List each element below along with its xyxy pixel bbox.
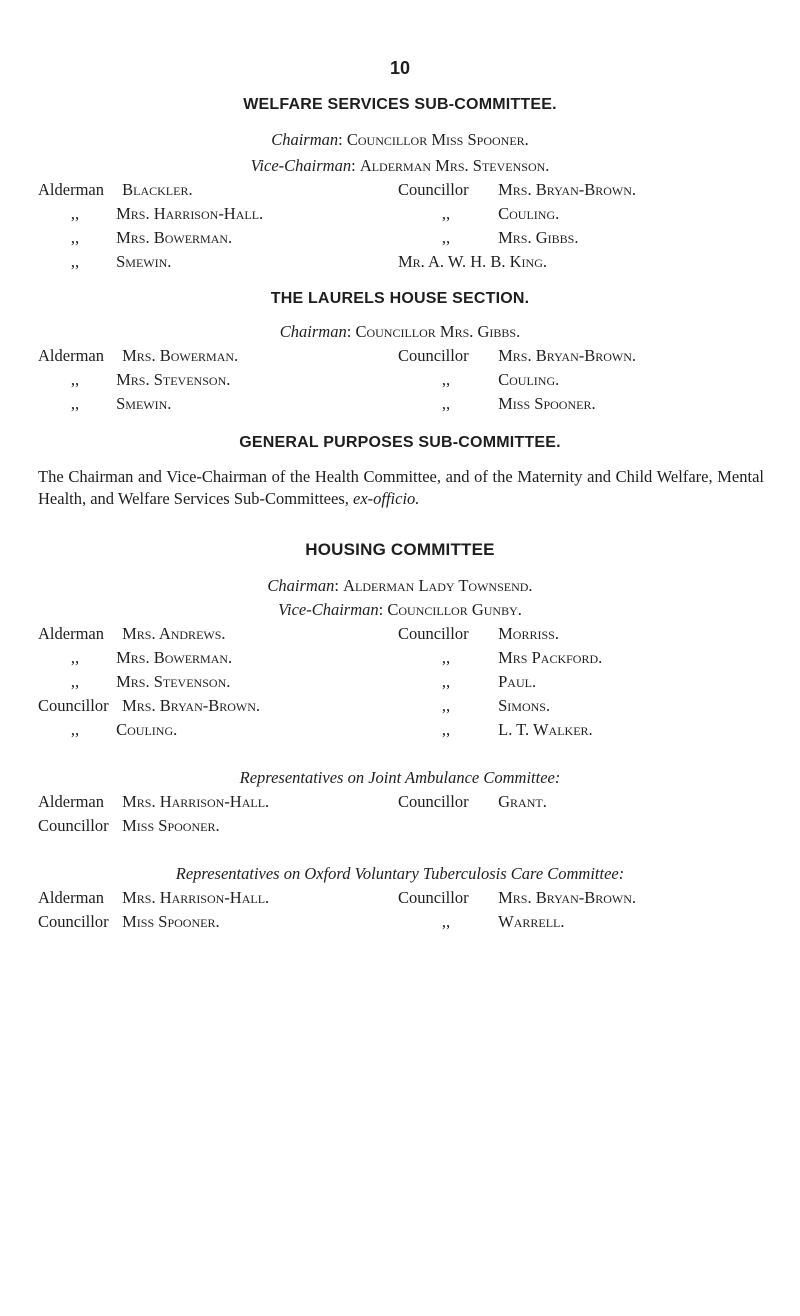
member-row: Councillor Mrs. Bryan-Brown. [398, 346, 637, 365]
member-row: ,, Smewin. [70, 394, 172, 413]
member-row: Councillor Grant. [398, 792, 547, 811]
chairman-label: Chairman [271, 130, 339, 149]
member-row: Councillor Mrs. Bryan-Brown. [398, 180, 637, 199]
housing-vice-chairman-line: Vice-Chairman: Councillor Gunby. [278, 600, 522, 619]
member-row: Councillor Miss Spooner. [38, 912, 220, 931]
welfare-vice-chairman: Alderman Mrs. Stevenson. [359, 156, 550, 175]
laurels-chairman: Councillor Mrs. Gibbs. [355, 322, 521, 341]
housing-vice-chairman: Councillor Gunby. [387, 600, 522, 619]
member-row: ,, Smewin. [70, 252, 172, 271]
welfare-chairman-line: Chairman: Councillor Miss Spooner. [271, 130, 529, 149]
welfare-chairman: Councillor Miss Spooner. [346, 130, 529, 149]
member-row: ,, Couling. [441, 370, 560, 389]
member-row: ,, L. T. Walker. [441, 720, 593, 739]
member-row: ,, Mrs. Bowerman. [70, 648, 233, 667]
laurels-heading: THE LAURELS HOUSE SECTION. [270, 290, 530, 307]
vice-chairman-label: Vice-Chairman [278, 600, 379, 619]
laurels-chairman-line: Chairman: Councillor Mrs. Gibbs. [279, 322, 521, 341]
member-row: Councillor Mrs. Bryan-Brown. [398, 888, 637, 907]
ex-officio: ex-officio. [353, 489, 420, 508]
member-row: ,, Warrell. [441, 912, 565, 931]
chairman-label: Chairman [279, 322, 347, 341]
vice-chairman-label: Vice-Chairman [250, 156, 352, 175]
member-row: ,, Miss Spooner. [441, 394, 596, 413]
member-row: ,, Mrs. Stevenson. [70, 672, 231, 691]
member-row: Councillor Mrs. Bryan-Brown. [38, 696, 261, 715]
member-row: ,, Mrs. Bowerman. [70, 228, 233, 247]
welfare-heading: WELFARE SERVICES SUB-COMMITTEE. [243, 96, 557, 113]
page-number: 10 [389, 58, 411, 78]
ambulance-heading: Representatives on Joint Ambulance Committee: [239, 768, 561, 787]
tuberculosis-heading: Representatives on Oxford Voluntary Tuberculosis Care Committee: [175, 864, 625, 883]
member-row: Alderman Mrs. Bowerman. [38, 346, 239, 365]
member-row: ,, Mrs. Harrison-Hall. [70, 204, 264, 223]
member-row: Alderman Mrs. Harrison-Hall. [38, 792, 270, 811]
chairman-label: Chairman [267, 576, 335, 595]
member-row: Alderman Mrs. Andrews. [38, 624, 226, 643]
general-heading: GENERAL PURPOSES SUB-COMMITTEE. [239, 434, 561, 451]
member-row: Alderman Mrs. Harrison-Hall. [38, 888, 270, 907]
member-row: ,, Paul. [441, 672, 537, 691]
welfare-vice-chairman-line: Vice-Chairman: Alderman Mrs. Stevenson. [250, 156, 550, 175]
member-row: ,, Simons. [441, 696, 551, 715]
member-row: ,, Mrs Packford. [441, 648, 603, 667]
housing-chairman-line: Chairman: Alderman Lady Townsend. [267, 576, 533, 595]
member-row: ,, Mrs. Gibbs. [441, 228, 579, 247]
member-row: Councillor Miss Spooner. [38, 816, 220, 835]
housing-chairman: Alderman Lady Townsend. [343, 576, 533, 595]
member-row: Alderman Blackler. [38, 180, 193, 199]
member-row: Councillor Morriss. [398, 624, 559, 643]
member-row: ,, Couling. [441, 204, 560, 223]
housing-heading: HOUSING COMMITTEE [305, 540, 495, 559]
member-row: ,, Couling. [70, 720, 178, 739]
general-paragraph: The Chairman and Vice-Chairman of the Health Committee, and of the Maternity and Child Welfare, Mental Health, and Welfare Services Sub-Committees, ex-officio. [38, 467, 764, 508]
member-row: ,, Mrs. Stevenson. [70, 370, 231, 389]
member-row: Mr. A. W. H. B. King. [398, 252, 547, 271]
